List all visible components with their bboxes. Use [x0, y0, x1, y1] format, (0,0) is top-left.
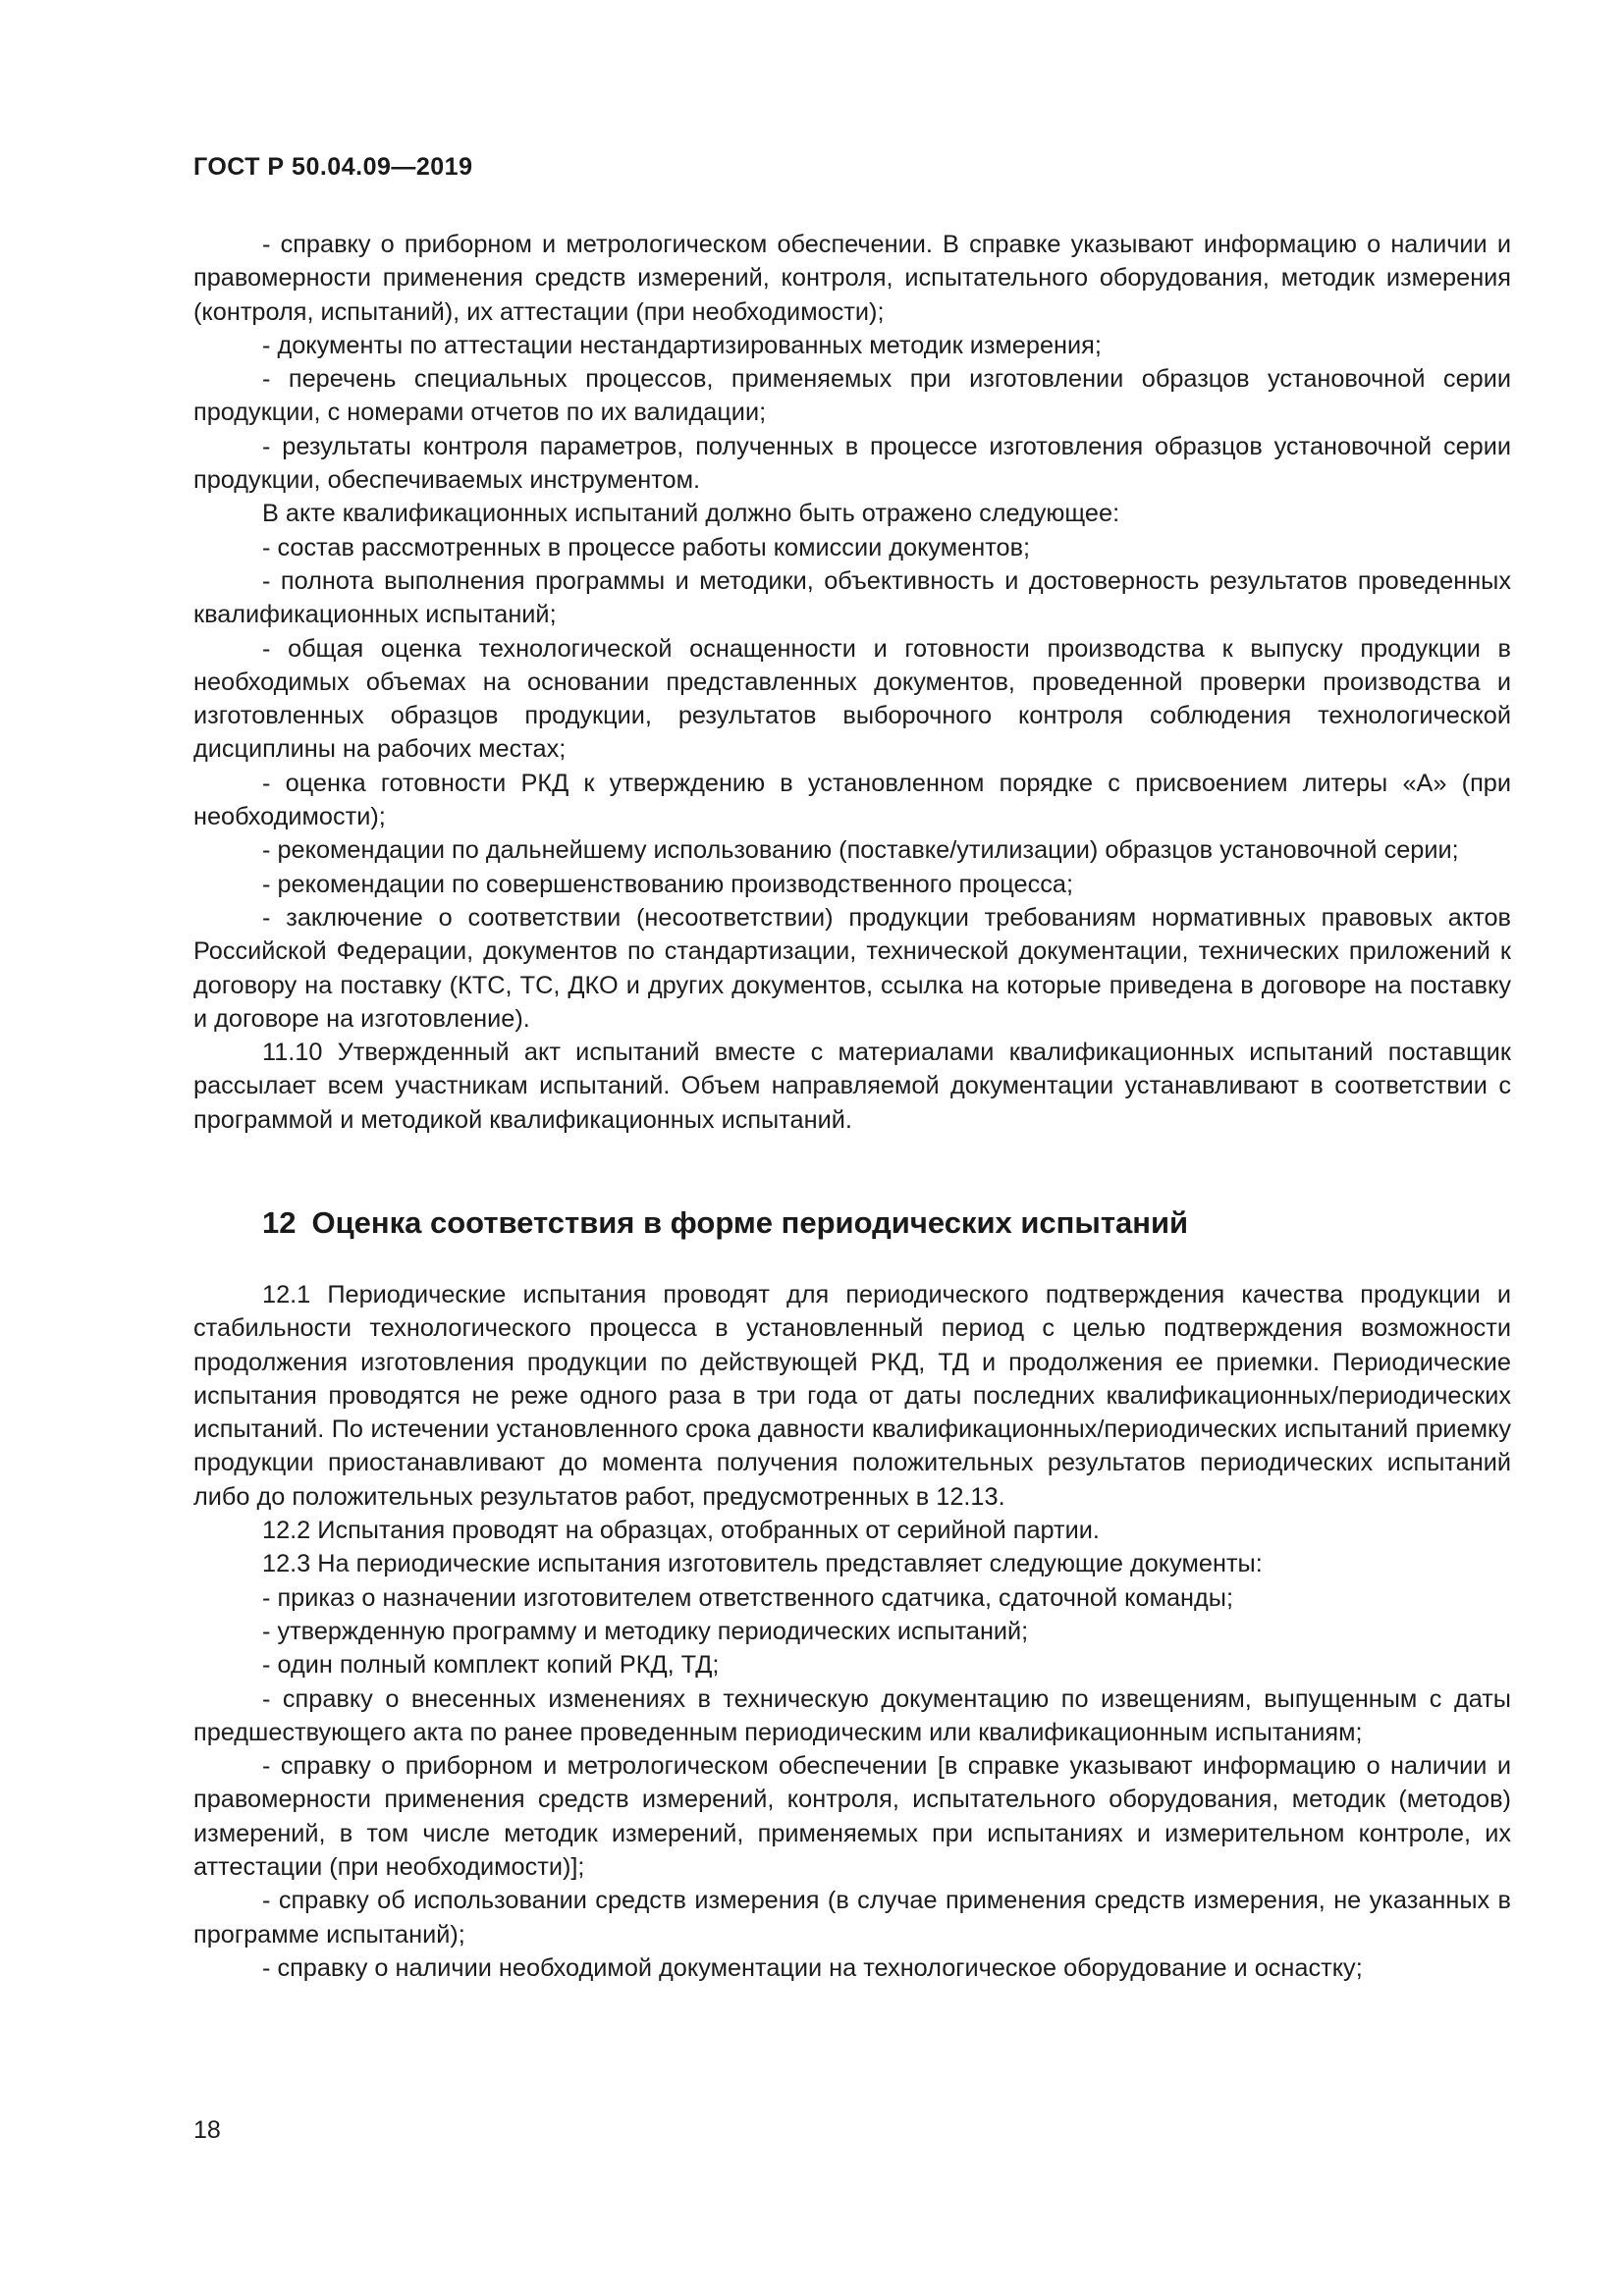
paragraph: - документы по аттестации нестандартизированных методик измерения;: [262, 331, 1102, 359]
paragraph: В акте квалификационных испытаний должно быть отражено следующее:: [262, 500, 1120, 528]
paragraph: - общая оценка технологической оснащенности и готовности производства к выпуску продукции в необходимых объемах на основании представленных документов, проведенной проверки производства и изготовленных образцов продукции, результатов выборочного контроля соблюдения технологической дисциплины на рабочих местах;: [193, 634, 1511, 764]
paragraph: - справку о приборном и метрологическом обеспечении [в справке указывают информацию о наличии и правомерности применения средств измерений, контроля, испытательного оборудования, методик (методов) измерений, в том числе методик измерений, применяемых при испытаниях и измерительном контроле, их аттестации (при необходимости)];: [193, 1752, 1511, 1882]
text-block-periodic-tests: [193, 1278, 1511, 1985]
paragraph: - оценка готовности РКД к утверждению в установленном порядке с присвоением литеры «А» (при необходимости);: [193, 769, 1511, 831]
section-number: 12: [262, 1205, 297, 1240]
standard-code-header: ГОСТ Р 50.04.09—2019: [193, 153, 473, 181]
section-heading: [262, 1205, 1188, 1241]
paragraph: 12.2 Испытания проводят на образцах, отобранных от серийной партии.: [262, 1517, 1100, 1545]
paragraph: - заключение о соответствии (несоответствии) продукции требованиям нормативных правовых актов Российской Федерации, документов по стандартизации, технической документации, технических приложений к договору на поставку (КТС, ТС, ДКО и других документов, ссылка на которые приведена в договоре на поставку и договоре на изготовление).: [193, 903, 1511, 1033]
paragraph: - рекомендации по дальнейшему использованию (поставке/утилизации) образцов установочной серии;: [262, 836, 1459, 865]
paragraph: - полнота выполнения программы и методики, объективность и достоверность результатов проведенных квалификационных испытаний;: [193, 566, 1511, 629]
paragraph: - результаты контроля параметров, полученных в процессе изготовления образцов установочной серии продукции, обеспечиваемых инструментом.: [193, 432, 1511, 495]
paragraph: - один полный комплект копий РКД, ТД;: [262, 1651, 720, 1680]
paragraph: 12.3 На периодические испытания изготовитель представляет следующие документы:: [262, 1550, 1263, 1578]
paragraph: 11.10 Утвержденный акт испытаний вместе с материалами квалификационных испытаний поставщик рассылает всем участникам испытаний. Объем направляемой документации устанавливают в соответствии с программой и методикой квалификационных испытаний.: [193, 1039, 1511, 1134]
paragraph: - справку о приборном и метрологическом обеспечении. В справке указывают информацию о наличии и правомерности применения средств измерений, контроля, испытательного оборудования, методик измерения (контроля, испытаний), их аттестации (при необходимости);: [193, 231, 1511, 326]
paragraph: - рекомендации по совершенствованию производственного процесса;: [262, 870, 1073, 898]
page-number: 18: [193, 2116, 221, 2144]
paragraph: - перечень специальных процессов, применяемых при изготовлении образцов установочной серии продукции, с номерами отчетов по их валидации;: [193, 365, 1511, 427]
paragraph: - приказ о назначении изготовителем ответственного сдатчика, сдаточной команды;: [262, 1583, 1233, 1612]
paragraph: - состав рассмотренных в процессе работы комиссии документов;: [262, 533, 1031, 561]
paragraph: - справку об использовании средств измерения (в случае применения средств измерения, не указанных в программе испытаний);: [193, 1887, 1511, 1949]
paragraph: 12.1 Периодические испытания проводят для периодического подтверждения качества продукции и стабильности технологического процесса в установленный период с целью подтверждения возможности продолжения изготовления продукции по действующей РКД, ТД и продолжения ее приемки. Периодические испытания проводятся не реже одного раза в три года от даты последних квалификационных/периодических испытаний. По истечении установленного срока давности квалификационных/периодических испытаний приемку продукции приостанавливают до момента получения положительных результатов периодических испытаний либо до положительных результатов работ, предусмотренных в 12.13.: [193, 1281, 1511, 1511]
paragraph: - утвержденную программу и методику периодических испытаний;: [262, 1617, 1029, 1645]
text-block-qualification-tests: [193, 228, 1511, 1137]
paragraph: - справку о наличии необходимой документации на технологическое оборудование и оснастку;: [262, 1953, 1363, 1982]
paragraph: - справку о внесенных изменениях в техническую документацию по извещениям, выпущенным с даты предшествующего акта по ранее проведенным периодическим или квалификационным испытаниям;: [193, 1684, 1511, 1746]
section-title: Оценка соответствия в форме периодических испытаний: [311, 1205, 1189, 1240]
